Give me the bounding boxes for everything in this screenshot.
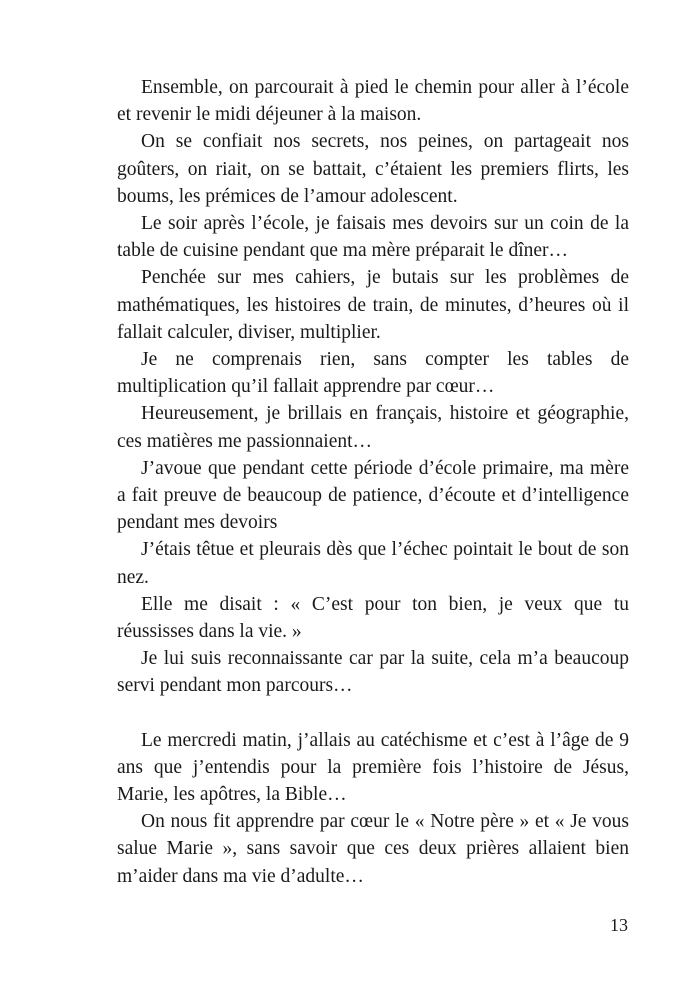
paragraph: Penchée sur mes cahiers, je butais sur les problèmes de mathématiques, les histoires de train, de minutes, d’heures où il fallait calculer, diviser, multiplier. (117, 267, 629, 343)
paragraph: Le mercredi matin, j’allais au catéchisme et c’est à l’âge de 9 ans que j’entendis pour la première fois l’histoire de Jésus, Marie, les apôtres, la Bible… (117, 729, 629, 806)
paragraph: On nous fit apprendre par cœur le « Notre père » et « Je vous salue Marie », sans savoir que ces deux prières allaient bien m’aider dans ma vie d’adulte… (117, 811, 629, 887)
page-number: 13 (610, 915, 628, 935)
paragraph: Je ne comprenais rien, sans compter les tables de multiplication qu’il fallait apprendre par cœur… (117, 349, 629, 398)
paragraph: On se confiait nos secrets, nos peines, on partageait nos goûters, on riait, on se battait, c’étaient les premiers flirts, les boums, les prémices de l’amour adolescent. (117, 131, 629, 207)
paragraph: Ensemble, on parcourait à pied le chemin pour aller à l’école et revenir le midi déjeuner à la maison. (117, 77, 629, 126)
body-text (117, 74, 629, 890)
paragraph: Le soir après l’école, je faisais mes devoirs sur un coin de la table de cuisine pendant que ma mère préparait le dîner… (117, 213, 629, 262)
paragraph: Je lui suis reconnaissante car par la suite, cela m’a beaucoup servi pendant mon parcours… (117, 648, 629, 697)
paragraph: Elle me disait : « C’est pour ton bien, je veux que tu réussisses dans la vie. » (117, 593, 629, 643)
paragraph: Heureusement, je brillais en français, histoire et géographie, ces matières me passionnaient… (117, 403, 629, 452)
section-break (117, 700, 629, 727)
paragraph: J’avoue que pendant cette période d’école primaire, ma mère a fait preuve de beaucoup de patience, d’écoute et d’intelligence pendant mes devoirs (117, 457, 629, 534)
paragraph: J’étais têtue et pleurais dès que l’échec pointait le bout de son nez. (117, 539, 629, 588)
